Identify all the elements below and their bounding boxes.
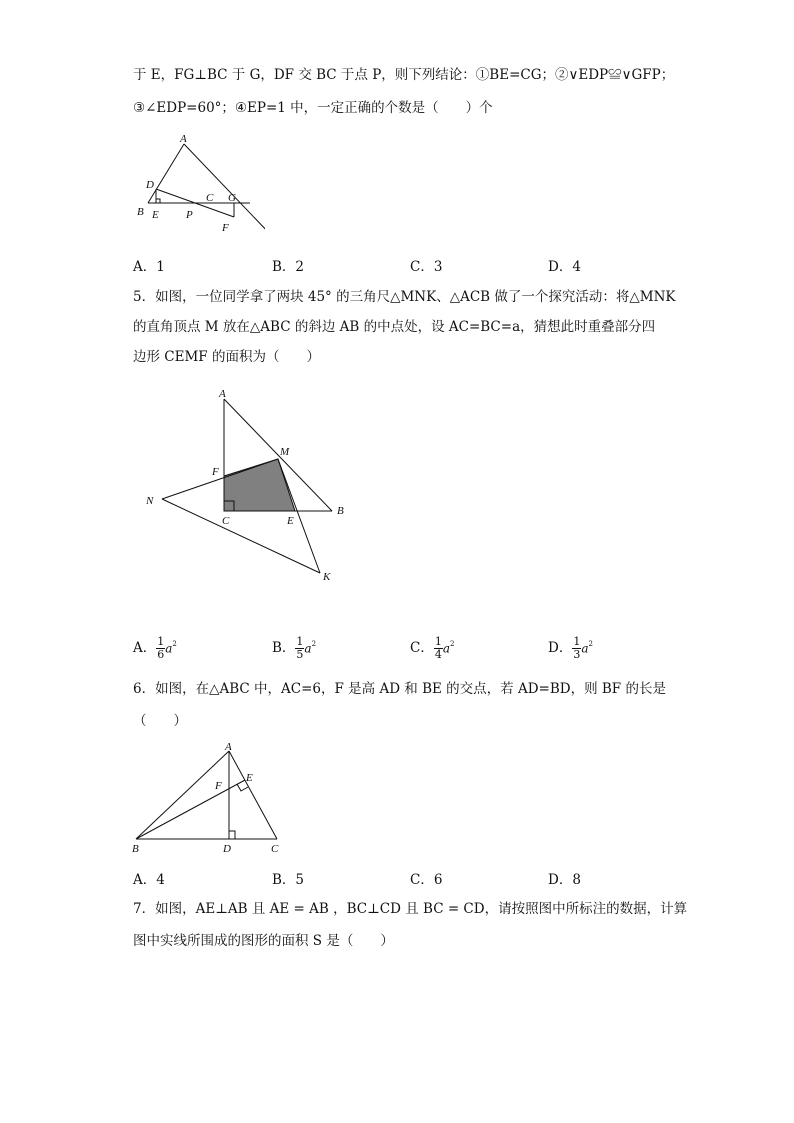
q4-option-c: C．3 — [410, 259, 443, 275]
q6-segment-BA — [136, 751, 229, 839]
q4-label-D: D — [146, 179, 154, 191]
q6-text-line2: （ ） — [133, 713, 187, 729]
q4-label-B: B — [137, 206, 144, 218]
q5-text-line2: 的直角顶点 M 放在△ABC 的斜边 AB 的中点处，设 AC=BC=a，猜想此时重叠部分四 — [133, 319, 656, 335]
q5-option-b: B． $\frac{1}{5}$ $a^2$ — [272, 635, 317, 661]
q5-option-d: D． $\frac{1}{3}$ $a^2$ — [548, 635, 593, 661]
q6-segment-AC — [229, 751, 277, 839]
q4-segment-AB — [148, 144, 184, 203]
q6-option-d: D．8 — [548, 872, 581, 888]
q4-segment-AF — [184, 144, 265, 234]
q6-label-B: B — [132, 843, 139, 855]
q6-right-angle-E — [237, 784, 248, 791]
q4-label-P: P — [186, 209, 193, 221]
q4-label-G: G — [228, 192, 236, 204]
q4-label-E: E — [152, 209, 159, 221]
q7-text-line1: 7．如图，AE⊥AB 且 AE = AB ，BC⊥CD 且 BC = CD，请按照图中所标注的数据，计算 — [133, 901, 688, 917]
q5-text-line3: 边形 CEMF 的面积为（ ） — [133, 349, 320, 365]
q5-label-N: N — [146, 495, 154, 507]
q5-option-c: C． $\frac{1}{4}$ $a^2$ — [410, 635, 455, 661]
q6-label-F: F — [215, 780, 222, 792]
q5-option-a: A． $\frac{1}{6}$ $a^2$ — [133, 635, 177, 661]
q5-label-C: C — [222, 515, 230, 527]
q6-option-a: A．4 — [133, 872, 165, 888]
q5-label-B: B — [337, 505, 344, 517]
q6-text-line1: 6．如图，在△ABC 中，AC=6，F 是高 AD 和 BE 的交点，若 AD=BD，则 BF 的长是 — [133, 681, 666, 697]
q4-right-angle-E — [156, 199, 160, 203]
q6-option-c: C．6 — [410, 872, 443, 888]
q5-label-A: A — [219, 388, 226, 400]
q5-text-line1: 5．如图，一位同学拿了两块 45° 的三角尺△MNK、△ACB 做了一个探究活动：将△MNK — [133, 289, 676, 305]
q6-figure — [125, 738, 290, 858]
q4-label-A: A — [180, 133, 187, 145]
q4-label-F: F — [222, 222, 229, 234]
q6-option-b: B．5 — [272, 872, 305, 888]
q4-option-d: D．4 — [548, 259, 581, 275]
q4-text-line2: ③∠EDP=60°；④EP=1 中，一定正确的个数是（ ）个 — [133, 100, 493, 116]
q6-label-D: D — [223, 843, 231, 855]
q5-label-F: F — [212, 466, 219, 478]
q5-shaded-quadrilateral-CEMF — [224, 459, 295, 511]
q5-label-E: E — [287, 515, 294, 527]
q4-label-C: C — [206, 192, 214, 204]
q4-option-a: A．1 — [133, 259, 165, 275]
q6-right-angle-D — [229, 831, 235, 839]
q5-label-M: M — [280, 446, 290, 458]
q4-figure — [130, 130, 265, 240]
q6-label-E: E — [246, 772, 253, 784]
q6-label-C: C — [271, 843, 279, 855]
q4-option-b: B．2 — [272, 259, 305, 275]
q4-text-line1: 于 E，FG⊥BC 于 G，DF 交 BC 于点 P，则下列结论：①BE=CG；②∨EDP≌∨GFP； — [133, 67, 675, 83]
q7-text-line2: 图中实线所围成的图形的面积 S 是（ ） — [133, 933, 394, 949]
q5-figure — [140, 385, 360, 590]
q5-label-K: K — [323, 571, 331, 583]
q6-label-A: A — [225, 741, 232, 753]
